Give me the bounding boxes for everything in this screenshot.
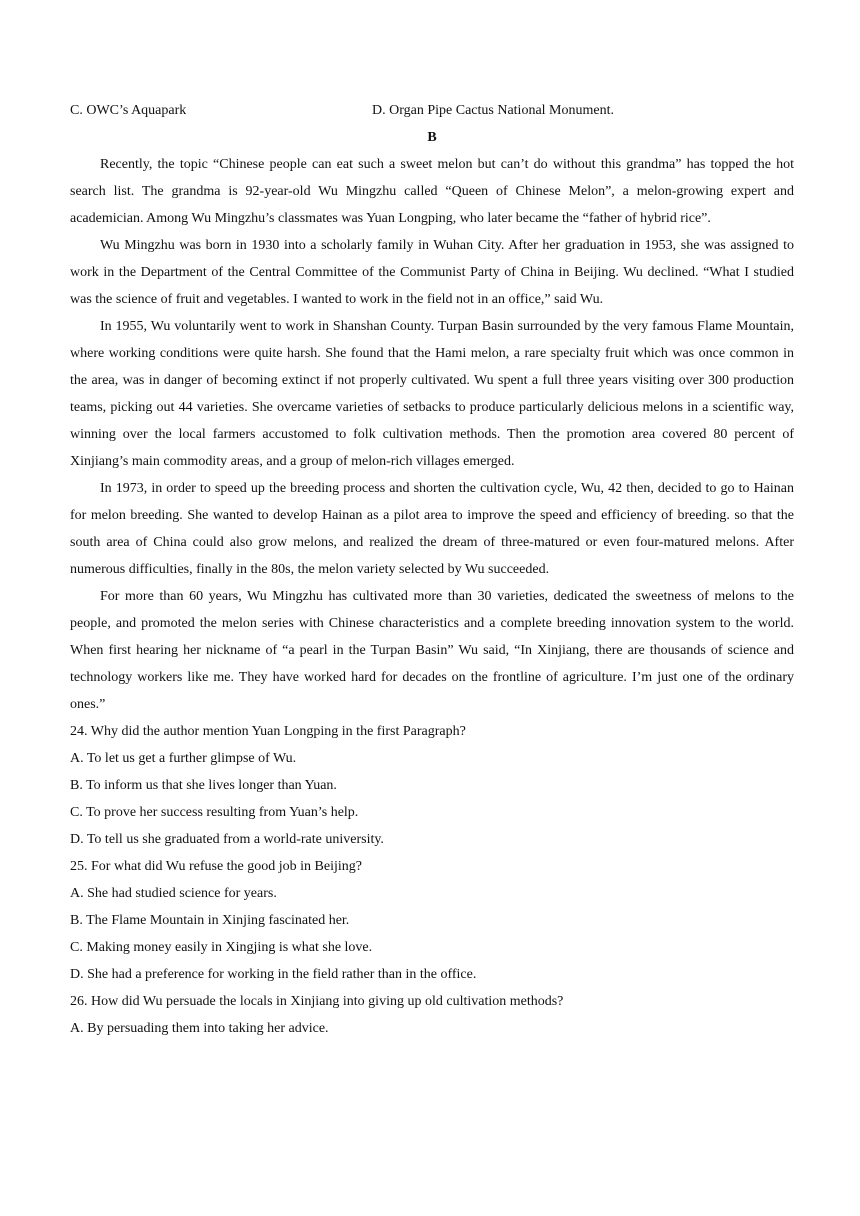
option-d: D. Organ Pipe Cactus National Monument. (372, 103, 614, 118)
answer-option: A. To let us get a further glimpse of Wu. (70, 751, 297, 766)
answer-option: D. She had a preference for working in the field rather than in the office. (70, 967, 477, 982)
answer-option: B. The Flame Mountain in Xinjing fascinated her. (70, 913, 350, 928)
passage-paragraph-3: In 1955, Wu voluntarily went to work in Shanshan County. Turpan Basin surrounded by the very famous Flame Mountain, where working conditions were quite harsh. She found that the Hami melon, a rare specialty fruit which was once common in the area, was in danger of becoming extinct if not properly cultivated. Wu spent a full three years visiting over 300 production teams, picking out 44 varieties. She overcame varieties of setbacks to produce particularly delicious melons in a scientific way, winning over the local farmers accustomed to folk cultivation methods. Then the promotion area covered 80 percent of Xinjiang’s main commodity areas, and a group of melon-rich villages emerged. (70, 319, 794, 469)
passage-paragraph-4: In 1973, in order to speed up the breeding process and shorten the cultivation cycle, Wu, 42 then, decided to go to Hainan for melon breeding. She wanted to develop Hainan as a pilot area to improve the speed and efficiency of breeding. so that the south area of China could also grow melons, and realized the dream of three-matured or even four-matured melons. After numerous difficulties, finally in the 80s, the melon variety selected by Wu succeeded. (70, 481, 794, 577)
answer-option: A. By persuading them into taking her advice. (70, 1021, 329, 1036)
previous-question-options (70, 97, 794, 124)
answer-option: B. To inform us that she lives longer than Yuan. (70, 778, 337, 793)
question-stem: 26. How did Wu persuade the locals in Xinjiang into giving up old cultivation methods? (70, 994, 564, 1009)
question-stem: 25. For what did Wu refuse the good job in Beijing? (70, 859, 362, 874)
exam-page (70, 97, 794, 1042)
question-stem: 24. Why did the author mention Yuan Longping in the first Paragraph? (70, 724, 466, 739)
answer-option: C. Making money easily in Xingjing is what she love. (70, 940, 373, 955)
answer-option: D. To tell us she graduated from a world-rate university. (70, 832, 384, 847)
passage-paragraph-1: Recently, the topic “Chinese people can eat such a sweet melon but can’t do without this grandma” has topped the hot search list. The grandma is 92-year-old Wu Mingzhu called “Queen of Chinese Melon”, a melon-growing expert and academician. Among Wu Mingzhu’s classmates was Yuan Longping, who later became the “father of hybrid rice”. (70, 157, 794, 226)
option-c: C. OWC’s Aquapark (70, 103, 187, 118)
passage-paragraph-2: Wu Mingzhu was born in 1930 into a scholarly family in Wuhan City. After her graduation in 1953, she was assigned to work in the Department of the Central Committee of the Communist Party of China in Beijing. Wu declined. “What I studied was the science of fruit and vegetables. I wanted to work in the field not in an office,” said Wu. (70, 238, 794, 307)
section-title: B (427, 130, 437, 145)
answer-option: C. To prove her success resulting from Yuan’s help. (70, 805, 359, 820)
passage-paragraph-5: For more than 60 years, Wu Mingzhu has cultivated more than 30 varieties, dedicated the sweetness of melons to the people, and promoted the melon series with Chinese characteristics and a complete breeding innovation system to the world. When first hearing her nickname of “a pearl in the Turpan Basin” Wu said, “In Xinjiang, there are thousands of science and technology workers like me. They have worked hard for decades on the frontline of agriculture. I’m just one of the ordinary ones.” (70, 589, 794, 712)
answer-option: A. She had studied science for years. (70, 886, 277, 901)
